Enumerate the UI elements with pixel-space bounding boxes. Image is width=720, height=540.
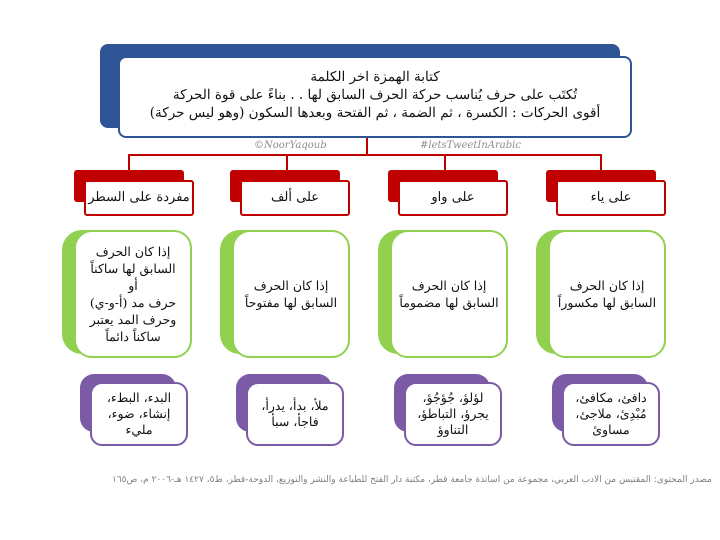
category-header-on-line: مفردة على السطر	[84, 180, 194, 216]
rule-line: السابق لها مكسوراً	[557, 295, 657, 310]
category-header-on-yaa: على ياء	[556, 180, 666, 216]
example-line: لؤلؤ، جُؤجُؤ،	[422, 390, 484, 405]
rule-box-on-waw	[390, 230, 508, 358]
example-line: دافئ، مكافئ،	[575, 390, 647, 405]
title-box	[118, 56, 632, 138]
rule-box-on-line	[74, 230, 192, 358]
rule-line: وحرف المد يعتبر	[89, 312, 177, 327]
example-line: البدء، البطء،	[106, 390, 172, 405]
rule-line: حرف مد (أ-و-ي)	[89, 295, 177, 310]
example-line: إنشاء، ضوء،	[107, 406, 171, 421]
example-line: مُبْدِئ، ملاجئ،	[575, 406, 647, 421]
rule-line: إذا كان الحرف	[411, 278, 487, 293]
example-line: مساوئ	[592, 422, 630, 437]
rule-line: ساكناً دائماً	[105, 329, 161, 344]
connector-drop-3	[444, 154, 446, 170]
rule-line: السابق لها مضموماً	[399, 295, 499, 310]
hashtag-credit: #letsTweetInArabic	[420, 140, 521, 151]
example-line: التناوؤ	[437, 422, 469, 437]
connector-drop-1	[128, 154, 130, 170]
example-line: فاجأ، سبأ	[271, 414, 319, 429]
rule-line: إذا كان الحرف	[95, 244, 171, 259]
connector-horizontal	[128, 154, 602, 156]
example-box-on-line	[90, 382, 188, 446]
category-header-on-alif: على ألف	[240, 180, 350, 216]
title-heading: كتابة الهمزة اخر الكلمة	[310, 69, 440, 85]
example-box-on-alif	[246, 382, 344, 446]
category-header-on-waw: على واو	[398, 180, 508, 216]
rule-box-on-alif	[232, 230, 350, 358]
example-line: ملأ، بدأ، يدرأ،	[261, 398, 329, 413]
title-line-1: تُكتَب على حرف يُناسب حركة الحرف السابق لها . . بناءً على قوة الحركة	[172, 87, 578, 103]
rule-box-on-yaa	[548, 230, 666, 358]
example-line: يجرؤ، التباطؤ،	[417, 406, 489, 421]
example-box-on-waw	[404, 382, 502, 446]
connector-trunk	[366, 138, 368, 155]
connector-drop-4	[600, 154, 602, 170]
rule-line: أو	[128, 278, 138, 293]
source-citation: مصدر المحتوى: المقتبس من الأدب العربي، مجموعة من أساتذة جامعة قطر، مكتبة دار الفتح للطباعة والنشر والتوزيع، الدوحة-قطر، ط٥، ١٤٢٧ هـ-٢٠٠٦ م، ص١٦٥	[112, 475, 712, 485]
rule-line: إذا كان الحرف	[253, 278, 329, 293]
rule-line: السابق لها ساكناً	[90, 261, 176, 276]
example-box-on-yaa	[562, 382, 660, 446]
connector-drop-2	[286, 154, 288, 170]
rule-line: إذا كان الحرف	[569, 278, 645, 293]
rule-line: السابق لها مفتوحاً	[244, 295, 338, 310]
title-line-2: أقوى الحركات : الكسرة ، ثم الضمة ، ثم الفتحة وبعدها السكون (وهو ليس حركة)	[149, 105, 601, 121]
example-line: مليء	[125, 422, 153, 437]
author-credit: ©NoorYaqoub	[254, 140, 327, 151]
